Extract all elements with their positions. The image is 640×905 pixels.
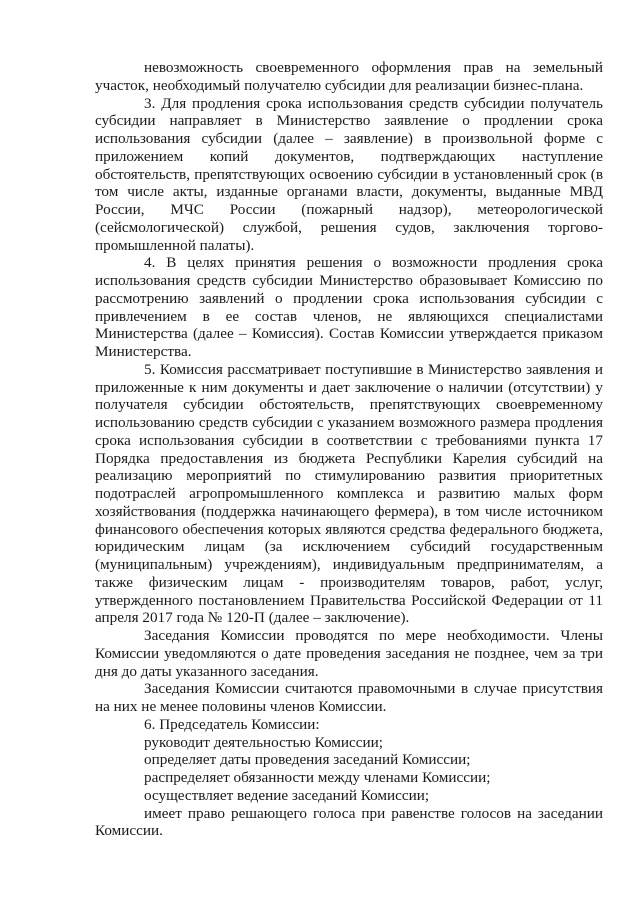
list-item-conducts: осуществляет ведение заседаний Комиссии; — [144, 786, 430, 804]
paragraph-3: 3. Для продления срока использования средств субсидии получатель субсидии направляет в Министерство заявление о продлении срока использования субсидии (далее – заявление) в произвольной форме с приложением копий документов, подтверждающих наступление обстоятельств, препятствующих освоению субсидии в установленный срок (в том числе акты, изданные органами власти, документы, выданные МВД России, МЧС России (пожарный надзор), метеорологической (сейсмологической) службой, решения судов, заключения торгово-промышленной палаты). — [95, 94, 603, 254]
list-item-dates: определяет даты проведения заседаний Комиссии; — [144, 751, 471, 769]
paragraph-6-chairman: 6. Председатель Комиссии: — [144, 715, 320, 733]
document-body — [95, 59, 603, 840]
paragraph-quorum: Заседания Комиссии считаются правомочными в случае присутствия на них не менее половины членов Комиссии. — [95, 680, 603, 715]
list-item-manages: руководит деятельностью Комиссии; — [144, 733, 383, 751]
paragraph-continuation: невозможность своевременного оформления прав на земельный участок, необходимый получателю субсидии для реализации бизнес-плана. — [95, 59, 603, 94]
paragraph-4: 4. В целях принятия решения о возможности продления срока использования средств субсидии Министерство образовывает Комиссию по рассмотрению заявлений о продлении срока использования субсидии с привлечением в ее состав членов, не являющихся специалистами Министерства (далее – Комиссия). Состав Комиссии утверждается приказом Министерства. — [95, 254, 603, 360]
paragraph-meetings: Заседания Комиссии проводятся по мере необходимости. Члены Комиссии уведомляются о дате проведения заседания не позднее, чем за три дня до даты указанного заседания. — [95, 627, 603, 680]
list-item-casting-vote: имеет право решающего голоса при равенстве голосов на заседании Комиссии. — [95, 804, 603, 840]
list-item-duties: распределяет обязанности между членами Комиссии; — [144, 769, 491, 786]
paragraph-5: 5. Комиссия рассматривает поступившие в Министерство заявления и приложенные к ним документы и дает заключение о наличии (отсутствии) у получателя субсидии обстоятельств, препятствующих своевременному использованию средств субсидии с указанием возможного размера продления срока использования субсидии в соответствии с требованиями пункта 17 Порядка предоставления из бюджета Республики Карелия субсидий на реализацию мероприятий по стимулированию развития приоритетных подотраслей агропромышленного комплекса и развитию малых форм хозяйствования (поддержка начинающего фермера), в том числе источником финансового обеспечения которых являются средства федерального бюджета, юридическим лицам (за исключением субсидий государственным (муниципальным) учреждениям), индивидуальным предпринимателям, а также физическим лицам - производителям товаров, работ, услуг, утвержденного постановлением Правительства Российской Федерации от 11 апреля 2017 года № 120-П (далее – заключение). — [95, 360, 603, 627]
